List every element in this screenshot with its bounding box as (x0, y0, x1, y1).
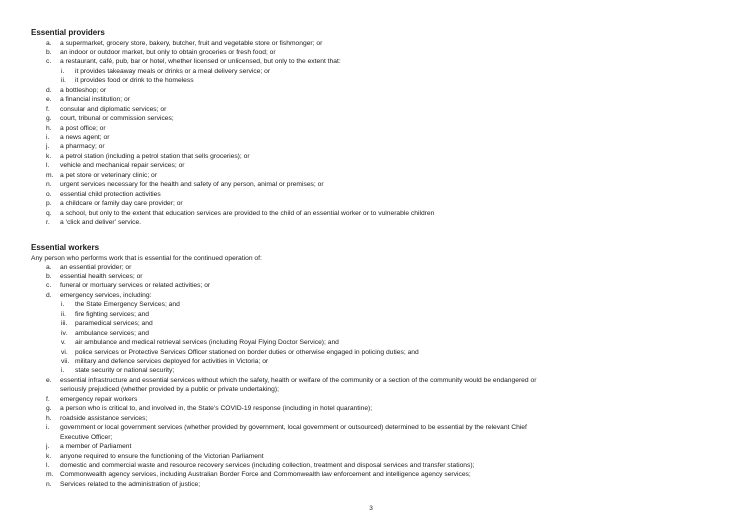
list-marker: i. (61, 301, 65, 309)
list-item-text: a childcare or family day care provider; or (60, 200, 183, 208)
list-marker: k. (46, 452, 52, 460)
list-item-text: urgent services necessary for the health and safety of any person, animal or premises; or (60, 181, 324, 189)
list-marker: iv. (61, 329, 68, 337)
list-marker: v. (61, 339, 66, 347)
list-marker: c. (46, 58, 52, 66)
list-item-text: essential child protection activities (60, 190, 161, 198)
list-marker: g. (46, 405, 52, 413)
list-item-text-continued: seriously prejudiced (whether provided by a public or private undertaking); (60, 386, 279, 394)
list-item-text: a restaurant, café, pub, bar or hotel, whether licensed or unlicensed, but only to the extent that: (60, 58, 341, 66)
list-item-text: it provides food or drink to the homeless (75, 77, 194, 85)
list-marker: f. (46, 105, 50, 113)
list-item-text-continued: Executive Officer; (60, 433, 113, 441)
list-item-text: the State Emergency Services; and (75, 301, 180, 309)
list-marker: c. (46, 282, 52, 290)
list-item-text: emergency repair workers (60, 395, 138, 403)
list-marker: m. (46, 471, 54, 479)
list-item-text: a bottleshop; or (60, 86, 107, 94)
list-item-text: emergency services, including: (60, 291, 152, 299)
list-item-text: a school, but only to the extent that education services are provided to the child of an essential worker or to vulnerable children (60, 209, 435, 217)
list-item-text: ambulance services; and (75, 329, 149, 337)
list-item-text: military and defence services deployed for activities in Victoria; or (75, 358, 269, 365)
list-item-text: police services or Protective Services Officer stationed on border duties or otherwise engaged in policing duties; and (75, 348, 419, 356)
list-item-text: essential health services; or (60, 272, 143, 280)
list-marker: l. (46, 162, 50, 170)
list-item-text: a financial institution; or (60, 96, 130, 104)
list-marker: vi. (61, 348, 68, 356)
list-item-text: a post office; or (60, 124, 106, 132)
list-item-text: paramedical services; and (75, 320, 153, 328)
list-item-text: a person who is critical to, and involved in, the State’s COVID-19 response (including in hotel quarantine); (60, 405, 373, 413)
list-marker: m. (46, 171, 54, 179)
list-marker: iii. (61, 320, 68, 328)
list-marker: i. (46, 424, 50, 432)
list-marker: r. (46, 219, 50, 227)
list-marker: k. (46, 152, 52, 160)
list-item-text: funeral or mortuary services or related activities; or (60, 282, 211, 290)
essential-workers-intro: Any person who performs work that is essential for the continued operation of: (31, 255, 262, 262)
list-item-text: domestic and commercial waste and resource recovery services (including collection, treatment and disposal services and transfer stations); (60, 461, 475, 469)
list-item-text: essential infrastructure and essential services without which the safety, health or welfare of the community or a section of the community would be endangered or (60, 376, 537, 384)
list-item-text: court, tribunal or commission services; (60, 115, 174, 123)
list-item-text: anyone required to ensure the functioning of the Victorian Parliament (60, 452, 264, 460)
list-marker: f. (46, 395, 50, 403)
list-marker: vii. (61, 358, 70, 365)
list-marker: h. (46, 414, 52, 422)
list-marker: p. (46, 200, 52, 208)
list-marker: e. (46, 376, 52, 384)
list-item-text: government or local government services (whether provided by government, local government or outsourced) determined to be essential by the relevant Chief (60, 424, 527, 432)
list-item-text: a member of Parliament (60, 443, 132, 451)
list-marker: g. (46, 115, 52, 123)
list-marker: h. (46, 124, 52, 132)
list-item-text: fire fighting services; and (75, 310, 149, 318)
list-marker: ii. (61, 310, 66, 318)
list-marker: i. (61, 367, 65, 375)
section-heading-essential-workers: Essential workers (31, 243, 100, 252)
list-marker: ii. (61, 77, 66, 85)
list-marker: a. (46, 39, 52, 47)
list-marker: e. (46, 96, 52, 104)
list-item-text: Commonwealth agency services, including Australian Border Force and Commonwealth law enforcement and intelligence agency services; (60, 471, 471, 479)
list-item-text: an essential provider; or (60, 263, 132, 271)
list-item-text: a supermarket, grocery store, bakery, butcher, fruit and vegetable store or fishmonger; or (60, 39, 323, 47)
section-heading-essential-providers: Essential providers (31, 28, 105, 37)
page-number: 3 (369, 505, 373, 512)
list-item-text: a petrol station (including a petrol station that sells groceries); or (60, 152, 250, 160)
list-item-text: state security or national security; (75, 367, 175, 375)
list-marker: i. (61, 67, 65, 75)
list-item-text: it provides takeaway meals or drinks or a meal delivery service; or (75, 67, 271, 75)
list-marker: b. (46, 48, 52, 56)
list-marker: d. (46, 291, 52, 299)
list-item-text: vehicle and mechanical repair services; or (60, 162, 185, 170)
list-item-text: Services related to the administration of justice; (60, 480, 201, 488)
list-marker: o. (46, 190, 52, 198)
list-marker: q. (46, 209, 52, 217)
list-item-text: an indoor or outdoor market, but only to obtain groceries or fresh food; or (60, 48, 276, 56)
list-marker: d. (46, 86, 52, 94)
list-item-text: roadside assistance services; (60, 414, 148, 422)
list-marker: i. (46, 134, 50, 141)
list-marker: l. (46, 461, 50, 469)
list-marker: b. (46, 272, 52, 280)
list-marker: n. (46, 480, 52, 488)
list-item-text: consular and diplomatic services; or (60, 105, 167, 113)
list-item-text: a news agent; or (60, 134, 110, 141)
list-item-text: a ‘click and deliver’ service. (60, 219, 142, 227)
list-item-text: a pharmacy; or (60, 143, 105, 151)
list-marker: n. (46, 181, 52, 189)
list-marker: j. (46, 443, 50, 451)
list-marker: a. (46, 263, 52, 271)
list-marker: j. (46, 143, 50, 151)
list-item-text: air ambulance and medical retrieval services (including Royal Flying Doctor Service); and (75, 339, 339, 347)
list-item-text: a pet store or veterinary clinic; or (60, 171, 158, 179)
